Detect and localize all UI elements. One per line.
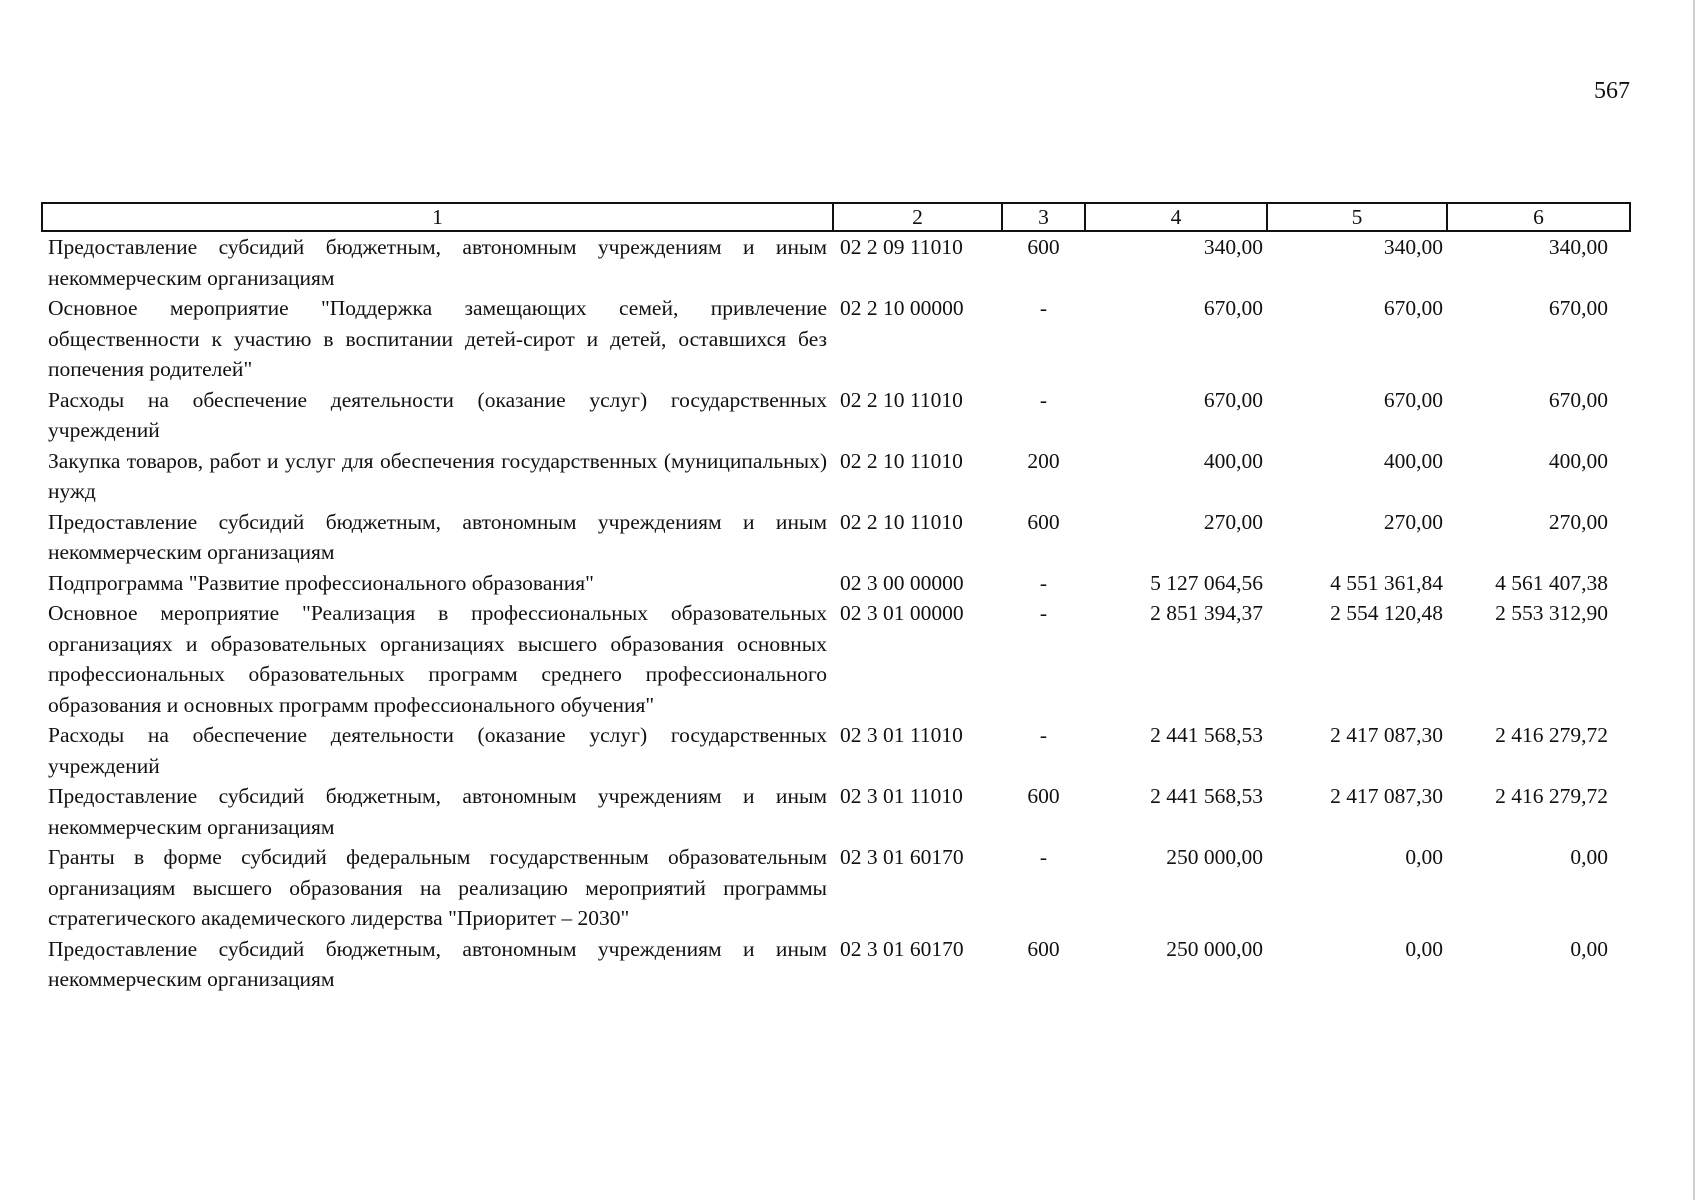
row-amount-col5: 270,00: [1383, 509, 1443, 534]
row-amount-col6: 670,00: [1548, 387, 1608, 412]
row-amount-col6: 0,00: [1570, 936, 1608, 961]
row-amount-col5: 670,00: [1383, 296, 1443, 320]
row-expense-type: -: [1039, 570, 1048, 595]
column-header-4: 4: [1085, 203, 1267, 231]
table-row: [42, 231, 1630, 293]
row-amount-col5: 670,00: [1383, 387, 1443, 412]
row-amount-col4: 2 441 568,53: [1150, 723, 1263, 747]
row-name: Основное мероприятие "Поддержка замещающих семей, привлечение общественности к участию в воспитании детей-сирот и детей, оставшихся без попечения родителей": [48, 296, 827, 381]
row-amount-col4: 670,00: [1203, 387, 1263, 412]
row-amount-col5: 2 417 087,30: [1330, 784, 1443, 808]
row-expense-type: -: [1039, 723, 1048, 747]
row-expense-type: -: [1039, 601, 1048, 625]
row-name: Гранты в форме субсидий федеральным государственным образовательным организациям высшего образования на реализацию мероприятий программы стратегического академического лидерства "Приоритет – 2030": [48, 845, 827, 930]
row-expense-type: 200: [1027, 448, 1060, 473]
row-amount-col5: 0,00: [1405, 936, 1443, 961]
row-code: 02 3 01 60170: [840, 936, 964, 961]
table-row: [42, 781, 1630, 842]
page-number: 567: [1594, 78, 1630, 104]
row-amount-col6: 670,00: [1548, 296, 1608, 320]
row-amount-col6: 2 553 312,90: [1495, 601, 1608, 625]
row-amount-col5: 0,00: [1405, 845, 1443, 869]
table-row: [42, 720, 1630, 781]
column-header-1: 1: [42, 203, 833, 231]
row-name: Предоставление субсидий бюджетным, автономным учреждениям и иным некоммерческим организациям: [48, 235, 827, 290]
row-amount-col4: 2 441 568,53: [1150, 784, 1263, 808]
row-code: 02 3 01 11010: [840, 723, 963, 747]
row-amount-col5: 400,00: [1383, 448, 1443, 473]
column-header-3: 3: [1002, 203, 1085, 231]
table-row: [42, 598, 1630, 720]
table-row: [42, 293, 1630, 385]
row-code: 02 3 01 00000: [840, 601, 964, 625]
table-row: [42, 842, 1630, 934]
table-row: [42, 446, 1630, 507]
row-code: 02 3 00 00000: [840, 570, 964, 595]
row-name: Предоставление субсидий бюджетным, автономным учреждениям и иным некоммерческим организациям: [48, 509, 827, 564]
row-amount-col6: 0,00: [1570, 845, 1608, 869]
column-header-2: 2: [833, 203, 1002, 231]
row-amount-col5: 340,00: [1383, 235, 1443, 259]
row-expense-type: -: [1039, 387, 1048, 412]
row-code: 02 3 01 11010: [840, 784, 963, 808]
row-amount-col6: 340,00: [1548, 235, 1608, 259]
table-row: [42, 934, 1630, 995]
row-amount-col4: 670,00: [1203, 296, 1263, 320]
row-amount-col5: 2 554 120,48: [1330, 601, 1443, 625]
table-body: [42, 231, 1630, 995]
table-row: [42, 385, 1630, 446]
column-header-5: 5: [1267, 203, 1447, 231]
row-expense-type: -: [1039, 845, 1048, 869]
budget-table: [41, 202, 1631, 995]
row-code: 02 2 10 11010: [840, 387, 963, 412]
row-amount-col6: 4 561 407,38: [1495, 570, 1608, 595]
row-amount-col6: 2 416 279,72: [1495, 784, 1608, 808]
row-expense-type: 600: [1027, 509, 1060, 534]
row-amount-col4: 250 000,00: [1166, 936, 1263, 961]
row-amount-col6: 270,00: [1548, 509, 1608, 534]
row-expense-type: 600: [1027, 784, 1060, 808]
row-name: Расходы на обеспечение деятельности (оказание услуг) государственных учреждений: [48, 723, 827, 778]
row-name: Закупка товаров, работ и услуг для обеспечения государственных (муниципальных) нужд: [48, 448, 827, 503]
row-code: 02 2 10 00000: [840, 296, 964, 320]
row-amount-col6: 400,00: [1548, 448, 1608, 473]
row-name: Подпрограмма "Развитие профессионального образования": [48, 570, 594, 595]
row-amount-col4: 270,00: [1203, 509, 1263, 534]
row-amount-col5: 4 551 361,84: [1330, 570, 1443, 595]
column-header-6: 6: [1447, 203, 1630, 231]
row-code: 02 2 10 11010: [840, 509, 963, 534]
row-amount-col4: 400,00: [1203, 448, 1263, 473]
table-row: [42, 568, 1630, 599]
row-expense-type: -: [1039, 296, 1048, 320]
row-expense-type: 600: [1027, 235, 1060, 259]
row-name: Расходы на обеспечение деятельности (оказание услуг) государственных учреждений: [48, 387, 827, 442]
row-code: 02 3 01 60170: [840, 845, 964, 869]
table-header: [42, 203, 1630, 231]
row-amount-col5: 2 417 087,30: [1330, 723, 1443, 747]
row-amount-col4: 2 851 394,37: [1150, 601, 1263, 625]
row-amount-col4: 5 127 064,56: [1150, 570, 1263, 595]
row-expense-type: 600: [1027, 936, 1060, 961]
row-code: 02 2 10 11010: [840, 448, 963, 473]
row-name: Основное мероприятие "Реализация в профессиональных образовательных организациях и образовательных организациях высшего образования основных профессиональных образовательных программ среднего профессионального образования и основных программ профессионального обучения": [48, 601, 827, 717]
table-row: [42, 507, 1630, 568]
header-row: [42, 203, 1630, 231]
row-amount-col4: 250 000,00: [1166, 845, 1263, 869]
row-amount-col6: 2 416 279,72: [1495, 723, 1608, 747]
row-amount-col4: 340,00: [1203, 235, 1263, 259]
row-name: Предоставление субсидий бюджетным, автономным учреждениям и иным некоммерческим организациям: [48, 936, 827, 991]
row-name: Предоставление субсидий бюджетным, автономным учреждениям и иным некоммерческим организациям: [48, 784, 827, 839]
row-code: 02 2 09 11010: [840, 235, 963, 259]
